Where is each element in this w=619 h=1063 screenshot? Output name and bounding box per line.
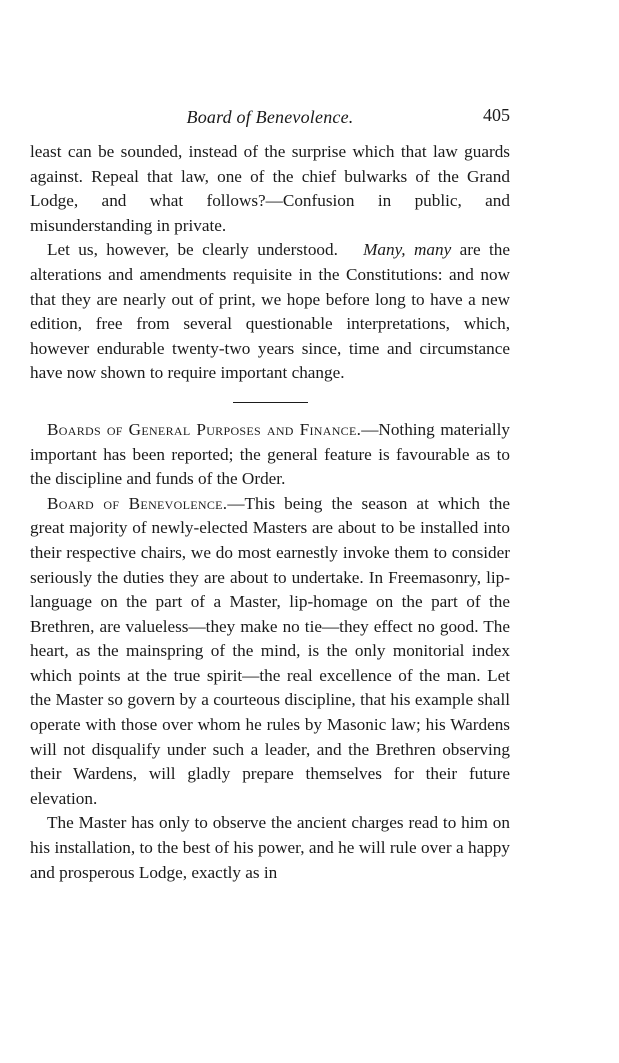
paragraph-text: —Nothing materially important has been reported; the general feature is favourable as to the discipline and funds of the Order.: [30, 419, 510, 489]
page-number: 405: [483, 105, 510, 125]
paragraph-boards-general-purposes: [30, 418, 510, 492]
paragraph-continuation: least can be sounded, instead of the surprise which that law guards against. Repeal that law, one of the chief bulwarks of the Grand Lodge, and what follows?—Confusion in public, and misunderstanding in private.: [30, 142, 510, 235]
paragraph-board-of-benevolence: [30, 492, 510, 812]
paragraph-text: Let us, however, be clearly understood.: [47, 240, 338, 260]
emphasis-text: Many, many: [363, 240, 452, 260]
paragraph-text: —This being the season at which the great majority of newly-elected Masters are about to be installed into their respective chairs, we do most earnestly invoke them to consider seriously the duties they are about to undertake. In Freemasonry, lip-language on the part of a Master, lip-homage on the part of the Brethren, are valueless—they make no tie—they effect no good. The heart, as the mainspring of the mind, is the only monitorial index which points at the true spirit—the real excellence of the man. Let the Master so govern by a courteous discipline, that his example shall operate with those over whom he rules by Masonic law; his Wardens will not disqualify under such a leader, and the Brethren observing their Wardens, will gladly prepare themselves for their future elevation.: [30, 493, 511, 808]
section-divider: [233, 402, 308, 403]
page-header: [30, 107, 510, 135]
section-heading: Board of Benevolence.: [47, 493, 228, 513]
running-title: Board of Benevolence.: [186, 107, 354, 127]
body-text: [30, 140, 510, 885]
paragraph-master-charges: The Master has only to observe the ancient charges read to him on his installation, to the best of his power, and he will rule over a happy and prosperous Lodge, exactly as in: [30, 813, 510, 882]
paragraph-constitutions: [30, 238, 510, 386]
section-heading: Boards of General Purposes and Finance.: [47, 419, 362, 439]
paragraph-text: are the alterations and amendments requisite in the Constitutions: and now that they are nearly out of print, we hope before long to have a new edition, free from several questionable interpretations, which, however endurable twenty-two years since, time and circumstance have now shown to require important change.: [30, 240, 511, 383]
